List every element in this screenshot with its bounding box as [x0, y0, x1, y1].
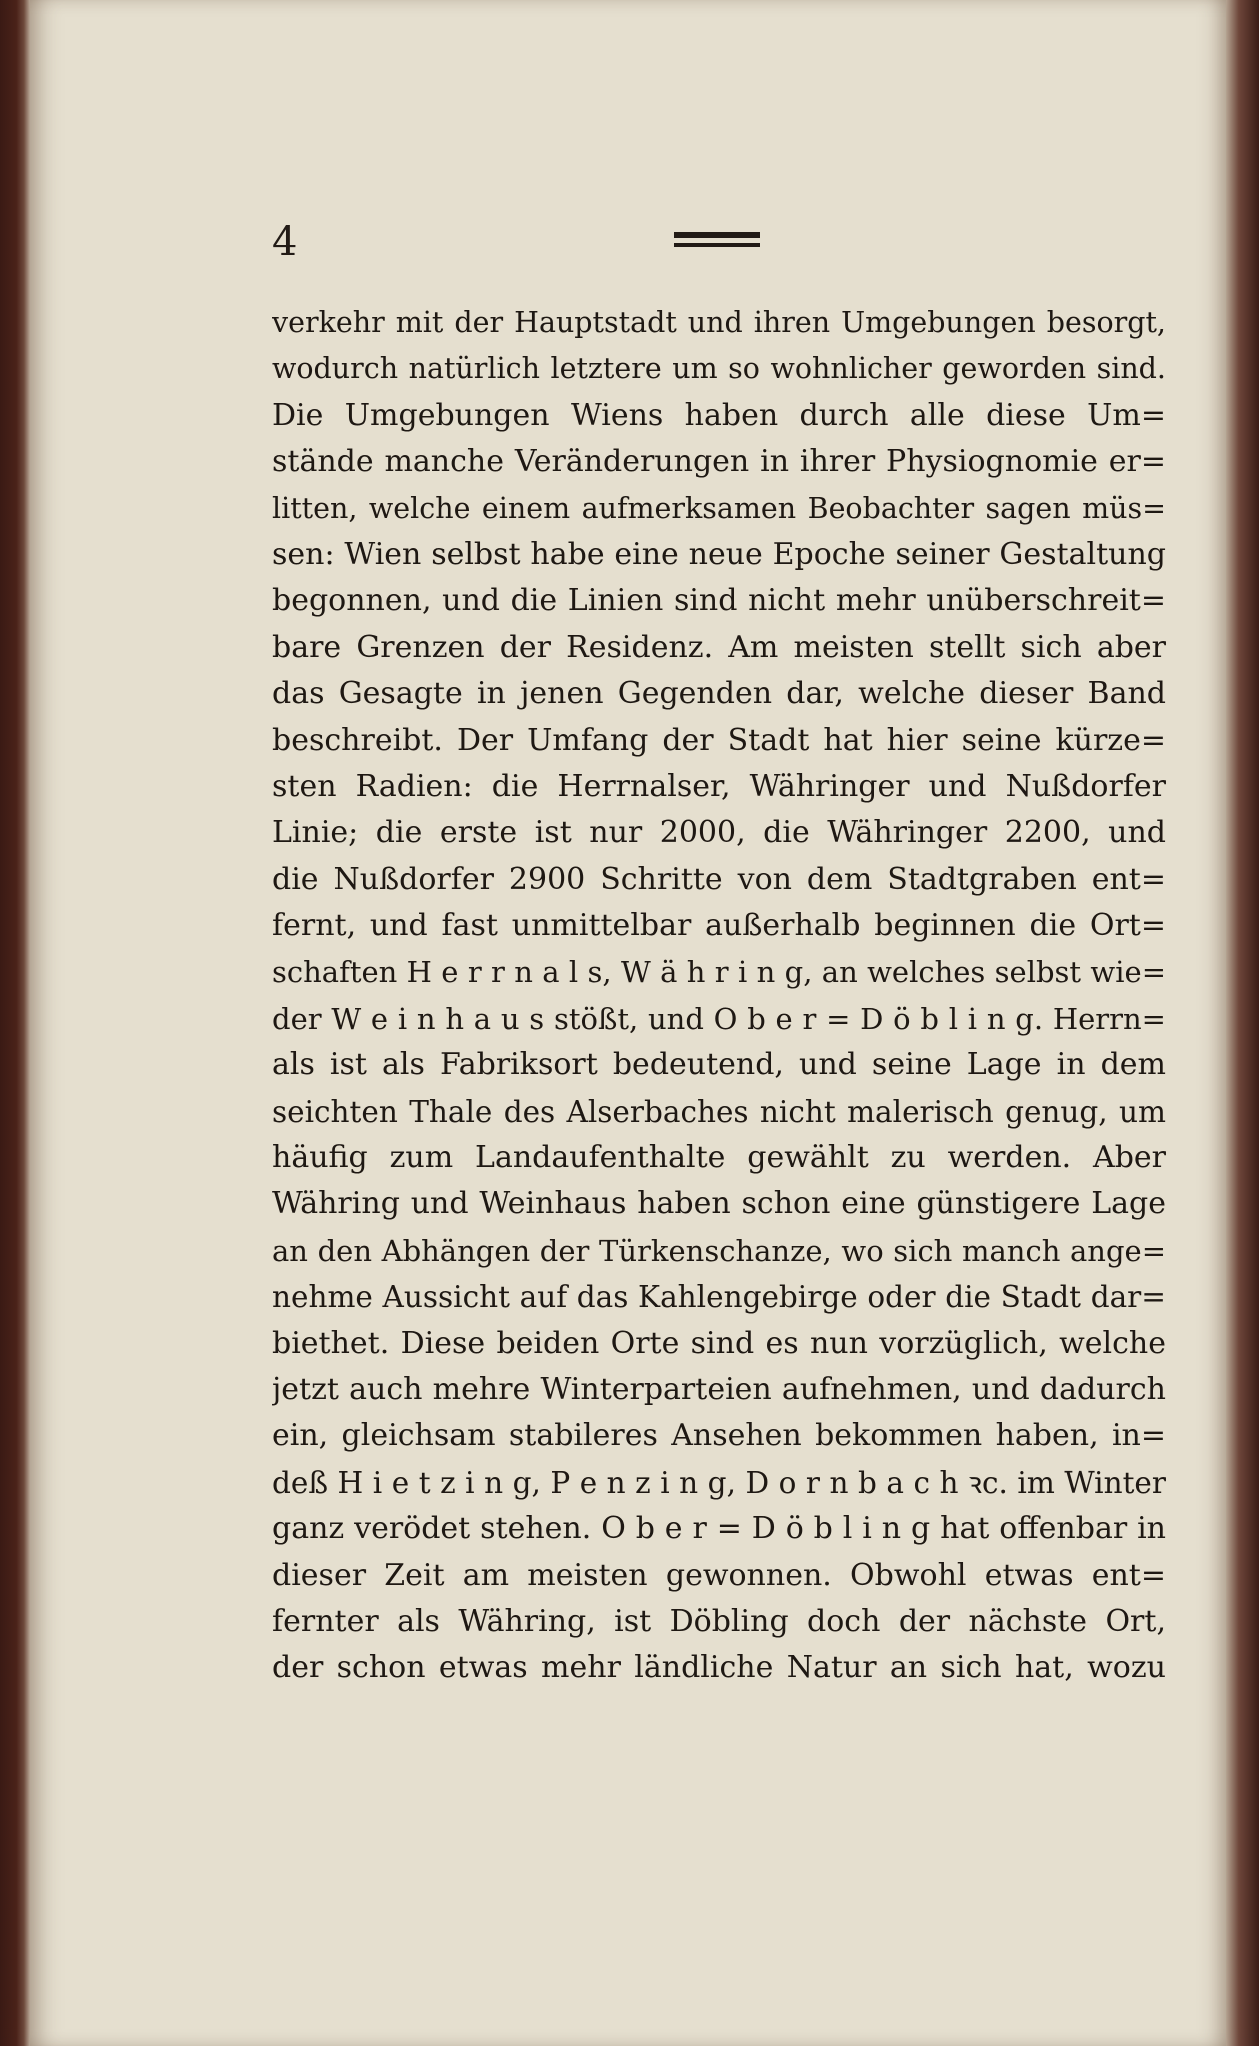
text-line: verkehr mit der Hauptstadt und ihren Umgebungen besorgt, — [272, 306, 1166, 339]
header-rule-thin — [674, 243, 760, 247]
text-line: nehme Aussicht auf das Kahlengebirge oder die Stadt dar= — [272, 1280, 1166, 1315]
text-line: das Gesagte in jenen Gegenden dar, welche dieser Band — [272, 676, 1166, 712]
text-line: der W e i n h a u s stößt, und O b e r = D ö b l i n g. Herrn= — [272, 1001, 1166, 1036]
text-line: bare Grenzen der Residenz. Am meisten stellt sich aber — [272, 629, 1166, 665]
text-line: ein, gleichsam stabileres Ansehen bekommen haben, in= — [272, 1418, 1166, 1454]
book-page — [30, 0, 1226, 2046]
text-line: seichten Thale des Alserbaches nicht malerisch genug, um — [272, 1094, 1166, 1129]
text-line: begonnen, und die Linien sind nicht mehr unüberschreit= — [272, 583, 1166, 619]
page-number: 4 — [272, 219, 298, 265]
text-line: Die Umgebungen Wiens haben durch alle diese Um= — [272, 397, 1166, 433]
text-line: biethet. Diese beiden Orte sind es nun vorzüglich, welche — [272, 1325, 1166, 1361]
text-line: fernt, und fast unmittelbar außerhalb beginnen die Ort= — [272, 908, 1166, 944]
text-line: schaften H e r r n a l s, W ä h r i n g, an welches selbst wie= — [272, 955, 1166, 990]
text-line: Währing und Weinhaus haben schon eine günstigere Lage — [272, 1186, 1166, 1222]
text-line: ganz verödet stehen. O b e r = D ö b l i n g hat offenbar in — [272, 1511, 1166, 1547]
text-line: dieser Zeit am meisten gewonnen. Obwohl etwas ent= — [272, 1557, 1166, 1593]
text-line: Linie; die erste ist nur 2000, die Währinger 2200, und — [272, 815, 1166, 851]
text-line: fernter als Währing, ist Döbling doch der nächste Ort, — [272, 1603, 1166, 1639]
text-line: an den Abhängen der Türkenschanze, wo sich manch ange= — [272, 1233, 1166, 1268]
text-line: der schon etwas mehr ländliche Natur an sich hat, wozu — [272, 1650, 1166, 1686]
body-text — [272, 300, 1166, 1692]
text-line: als ist als Fabriksort bedeutend, und seine Lage in dem — [272, 1047, 1166, 1083]
text-line: häufig zum Landaufenthalte gewählt zu werden. Aber — [272, 1140, 1166, 1176]
text-line: deß H i e t z i n g, P e n z i n g, D o r n b a c h ꝛc. im Winter — [272, 1465, 1166, 1500]
text-line: beschreibt. Der Umfang der Stadt hat hier seine kürze= — [272, 722, 1166, 758]
text-line: stände manche Veränderungen in ihrer Physiognomie er= — [272, 444, 1166, 480]
text-line: sten Radien: die Herrnalser, Währinger und Nußdorfer — [272, 768, 1166, 804]
text-line: sen: Wien selbst habe eine neue Epoche seiner Gestaltung — [272, 536, 1166, 572]
text-line: jetzt auch mehre Winterparteien aufnehmen, und dadurch — [272, 1371, 1166, 1407]
text-line: die Nußdorfer 2900 Schritte von dem Stadtgraben ent= — [272, 861, 1166, 897]
text-line: wodurch natürlich letztere um so wohnlicher geworden sind. — [272, 352, 1166, 386]
text-line: litten, welche einem aufmerksamen Beobachter sagen müs= — [272, 491, 1166, 525]
header-rule-thick — [674, 232, 760, 238]
